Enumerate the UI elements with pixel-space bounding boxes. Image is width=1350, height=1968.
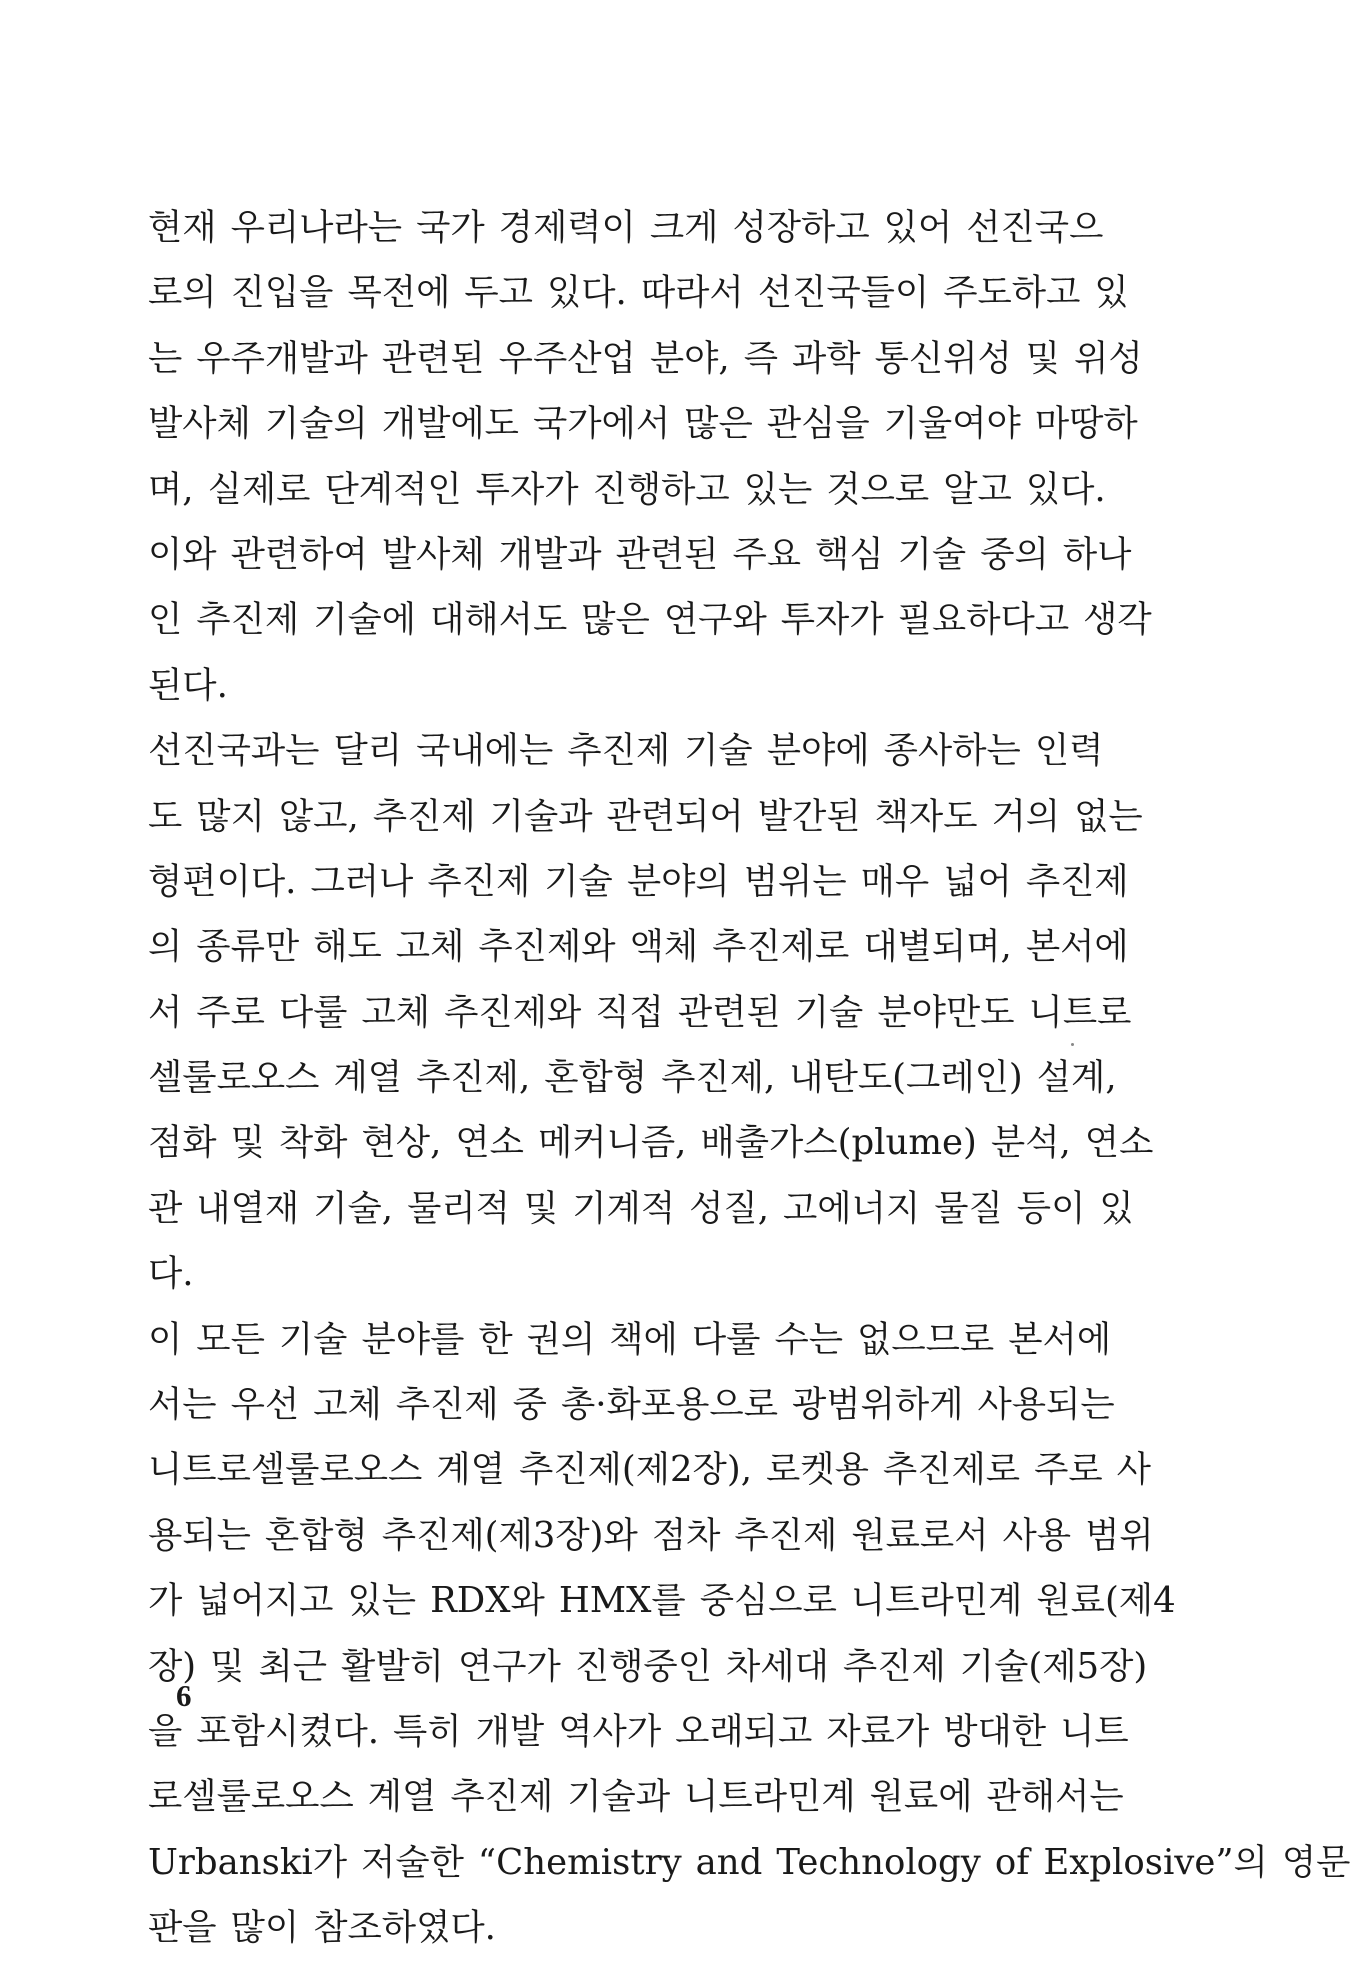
word: 기술(제5장) — [959, 1645, 1148, 1687]
word: 선진국과는 — [148, 730, 320, 772]
word: 다룰 — [278, 991, 348, 1033]
text-line — [148, 529, 1132, 594]
word: 관련된 — [381, 337, 485, 379]
text-line — [148, 1444, 1151, 1509]
word: 많지 — [196, 795, 265, 837]
word: 선진국들이 — [757, 272, 930, 314]
word: 메커니즘, — [537, 1122, 687, 1164]
word: 진행중인 — [574, 1645, 713, 1687]
word: 추진제 — [842, 1645, 946, 1687]
word: 분야만도 — [877, 991, 1015, 1033]
word: 관해서는 — [986, 1776, 1124, 1818]
word: 추진제 — [450, 1776, 554, 1818]
word: 추진제로 — [712, 926, 850, 968]
word: 권의 — [526, 1318, 596, 1360]
word: 경제력이 — [498, 207, 636, 248]
word: “Chemistry — [477, 1841, 682, 1883]
word: 서 — [148, 991, 183, 1033]
text-line — [148, 267, 1129, 332]
word: 추진제(제3장)와 — [381, 1514, 638, 1556]
word: 추진제 — [196, 599, 300, 641]
word: 점차 — [651, 1514, 721, 1556]
word: 추진제 — [427, 860, 531, 902]
word: 중심으로 — [699, 1580, 837, 1622]
word: 니트로 — [1028, 991, 1132, 1033]
word: 개발 — [475, 1710, 545, 1752]
word: 셀룰로오스 — [148, 1057, 320, 1099]
word: 본서에 — [1008, 1318, 1112, 1360]
word: 많은 — [581, 599, 650, 641]
word: 기술과 — [567, 1776, 671, 1818]
word: 혼합형 — [544, 1057, 648, 1099]
word: 광범위하게 — [792, 1384, 964, 1426]
word: 다룰 — [691, 1318, 761, 1360]
word: 기술 — [544, 860, 613, 902]
text-line — [148, 1117, 1154, 1182]
word: 개발에도 — [381, 403, 519, 445]
word: 기울여야 — [883, 403, 1021, 445]
word: 개발과 — [498, 533, 602, 575]
word: 장) — [148, 1645, 197, 1687]
word: 않고, — [278, 795, 359, 837]
word: 원료에 — [869, 1776, 973, 1818]
word: 로의 — [148, 272, 217, 314]
word: 달리 — [333, 730, 403, 772]
word: 니트 — [1060, 1710, 1129, 1752]
word: 우리나라는 — [230, 207, 403, 248]
word: 추진제 — [734, 1514, 838, 1556]
word: 영문 — [1281, 1841, 1350, 1883]
word: 진입을 — [230, 272, 334, 314]
word: 최근 — [258, 1645, 328, 1687]
text-line — [148, 1052, 1117, 1117]
word: 진행하고 — [592, 468, 730, 510]
word: 니트라민계 — [684, 1776, 856, 1818]
word: 로켓용 — [766, 1449, 869, 1491]
word: 우선 — [230, 1384, 300, 1426]
word: 선진국으 — [966, 207, 1104, 248]
word: 책에 — [609, 1318, 678, 1360]
word: 의 — [148, 926, 183, 968]
word: 는 — [148, 337, 183, 379]
word: 단계적인 — [324, 468, 462, 510]
word: 내열재 — [196, 1187, 300, 1229]
word: 추진제(제2장), — [518, 1449, 752, 1491]
word: 없는 — [1074, 795, 1143, 837]
text-line — [148, 921, 1129, 986]
word: 추진제 — [395, 1384, 499, 1426]
word: 관련된 — [615, 533, 719, 575]
word: 활발히 — [341, 1645, 444, 1687]
text-line — [148, 1706, 1129, 1771]
word: 연구와 — [663, 599, 767, 641]
word: 추진제 — [567, 730, 671, 772]
word: 대별되며, — [863, 926, 1012, 968]
word: 가 — [148, 1580, 183, 1622]
word: 물리적 — [407, 1187, 510, 1229]
text-line — [148, 1183, 1134, 1248]
word: 국가 — [416, 207, 485, 248]
word: and — [695, 1841, 763, 1883]
word: 총·화포용으로 — [560, 1384, 779, 1426]
word: 자료가 — [826, 1710, 930, 1752]
word: 두고 — [464, 272, 533, 314]
text-line — [148, 202, 1104, 267]
word: 그러나 — [310, 860, 414, 902]
word: 종류만 — [196, 926, 300, 968]
word: 본서에 — [1025, 926, 1129, 968]
word: 기계적 — [572, 1187, 676, 1229]
word: Technology — [776, 1841, 981, 1883]
word: 사용되는 — [977, 1384, 1115, 1426]
word: 및 — [523, 1187, 559, 1229]
word: 핵심 — [815, 533, 884, 575]
word: 주로 — [196, 991, 265, 1033]
word: 고에너지 — [783, 1187, 921, 1229]
word: 주도하고 — [943, 272, 1081, 314]
word: 특히 — [393, 1710, 462, 1752]
word: 및 — [1025, 337, 1061, 379]
word: 수는 — [774, 1318, 844, 1360]
word: 인력 — [1034, 730, 1104, 772]
word: 추진제 — [1025, 860, 1129, 902]
word: 인 — [148, 599, 183, 641]
word: 기술과 — [489, 795, 593, 837]
word: 사용 — [1002, 1514, 1072, 1556]
word: 성질, — [689, 1187, 770, 1229]
word: 고체 — [395, 926, 465, 968]
word: 넓어 — [943, 860, 1012, 902]
word: 있는 — [347, 1580, 417, 1622]
word: 통신위성 — [874, 337, 1012, 379]
word: 있 — [1094, 272, 1129, 314]
word: 분야를 — [361, 1318, 465, 1360]
word: 고체 — [313, 1384, 382, 1426]
word: 주요 — [732, 533, 802, 575]
word: 설계, — [1036, 1057, 1117, 1099]
text-line — [148, 398, 1138, 463]
word: 직접 — [595, 991, 664, 1033]
word: Urbanski가 — [148, 1841, 348, 1883]
word: 액체 — [629, 926, 699, 968]
word: 매우 — [860, 860, 930, 902]
word: 점화 — [148, 1122, 217, 1164]
word: 넓어지고 — [196, 1580, 334, 1622]
word: 및 — [210, 1645, 245, 1687]
word: 것으로 — [826, 468, 930, 510]
word: 기술 — [278, 1318, 348, 1360]
word: 발사체 — [148, 403, 251, 445]
word: 있다. — [1025, 468, 1106, 510]
text-line — [148, 333, 1143, 398]
word: 분야의 — [626, 860, 730, 902]
word: 투자가 — [780, 599, 884, 641]
word: 로셀룰로오스 — [148, 1776, 354, 1818]
word: 관련하여 — [230, 533, 368, 575]
word: 관심을 — [766, 403, 870, 445]
word: 중의 — [980, 533, 1049, 575]
body-text — [148, 202, 1350, 1968]
word: 마땅하 — [1034, 403, 1138, 445]
text-line — [148, 791, 1143, 856]
text-line — [148, 1510, 1154, 1575]
word: 책자도 — [874, 795, 978, 837]
word: 추진제와 — [444, 991, 582, 1033]
word: 서는 — [148, 1384, 217, 1426]
word: 우주개발과 — [196, 337, 368, 379]
word: 하나 — [1062, 533, 1132, 575]
word: RDX와 — [430, 1580, 545, 1622]
word: 추진제, — [661, 1057, 776, 1099]
text-line — [148, 1379, 1115, 1444]
text-line — [148, 1248, 1053, 1313]
word: 분야, — [649, 337, 730, 379]
word: 혼합형 — [264, 1514, 368, 1556]
word: 참조하였다. — [313, 1907, 496, 1949]
word: 종사하는 — [883, 730, 1021, 772]
word: 계열 — [333, 1057, 403, 1099]
word: 분석, — [990, 1122, 1071, 1164]
word: 도 — [148, 795, 183, 837]
text-line — [148, 1771, 1124, 1836]
word: 크게 — [649, 207, 719, 248]
word: 사 — [1116, 1449, 1151, 1491]
text-line — [148, 1837, 1350, 1902]
word: 없으므로 — [857, 1318, 995, 1360]
word: 발간된 — [757, 795, 861, 837]
word: 기술의 — [264, 403, 368, 445]
text-line — [148, 660, 1053, 725]
text-line — [148, 1641, 1148, 1706]
word: 관련된 — [677, 991, 781, 1033]
word: 연소 — [455, 1122, 524, 1164]
word: 니트로셀룰로오스 — [148, 1449, 423, 1491]
word: 계열 — [436, 1449, 505, 1491]
word: 생각 — [1083, 599, 1152, 641]
word: 범위는 — [743, 860, 847, 902]
word: 기술 — [897, 533, 967, 575]
word: 따라서 — [640, 272, 744, 314]
word: 이 — [148, 1318, 183, 1360]
word: 저술한 — [361, 1841, 464, 1883]
word: 국내에는 — [416, 730, 554, 772]
word: 계열 — [367, 1776, 437, 1818]
word: 기술에 — [313, 599, 417, 641]
word: 있는 — [743, 468, 813, 510]
word: 관 — [148, 1187, 183, 1229]
word: 국가에서 — [532, 403, 671, 445]
word: 있다. — [546, 272, 627, 314]
word: 원료로서 — [851, 1514, 989, 1556]
word: 즉 — [743, 337, 779, 379]
word: 등이 — [1016, 1187, 1086, 1229]
text-line — [148, 464, 1106, 529]
word: 알고 — [943, 468, 1012, 510]
word: 용되는 — [148, 1514, 251, 1556]
word: 을 — [148, 1710, 183, 1752]
word: 한 — [478, 1318, 513, 1360]
word: 중 — [512, 1384, 547, 1426]
page-number: 6 — [176, 1678, 192, 1713]
word: 고체 — [361, 991, 431, 1033]
word: 필요하다고 — [897, 599, 1070, 641]
word: 분야에 — [766, 730, 870, 772]
word: 기술, — [313, 1187, 394, 1229]
word: 기술 — [684, 730, 753, 772]
word: 성장하고 — [732, 207, 870, 248]
word: of — [994, 1841, 1030, 1883]
word: 연소 — [1084, 1122, 1154, 1164]
word: 우주산업 — [498, 337, 636, 379]
word: 모든 — [196, 1318, 265, 1360]
word: 있 — [1099, 1187, 1134, 1229]
word: 판을 — [148, 1907, 217, 1949]
word: 및 — [230, 1122, 265, 1164]
word: 목전에 — [347, 272, 451, 314]
word: 착화 — [278, 1122, 348, 1164]
word: 현상, — [361, 1122, 442, 1164]
word: Explosive”의 — [1043, 1841, 1268, 1883]
word: 역사가 — [558, 1710, 662, 1752]
word: 관련되어 — [606, 795, 744, 837]
scan-speck — [1071, 1043, 1074, 1046]
word: 추진제와 — [478, 926, 616, 968]
text-line — [148, 725, 1104, 790]
word: 범위 — [1085, 1514, 1154, 1556]
word: 물질 — [934, 1187, 1003, 1229]
word: 배출가스(plume) — [700, 1122, 977, 1164]
word: 과학 — [792, 337, 861, 379]
text-line — [148, 594, 1152, 659]
word: 오래되고 — [675, 1710, 813, 1752]
word: 투자가 — [475, 468, 579, 510]
text-line — [148, 856, 1129, 921]
word: 원료(제4 — [1036, 1580, 1176, 1622]
word: HMX를 — [558, 1580, 686, 1622]
word: 거의 — [991, 795, 1061, 837]
word: 포함시켰다. — [196, 1710, 380, 1752]
word: 니트라민계 — [850, 1580, 1023, 1622]
word: 현재 — [148, 207, 217, 248]
word: 추진제 — [372, 795, 476, 837]
word: 형편이다. — [148, 860, 297, 902]
word: 며, — [148, 468, 194, 510]
text-line — [148, 1902, 1053, 1967]
word: 기술 — [794, 991, 864, 1033]
word: 많은 — [684, 403, 753, 445]
word: 연구가 — [457, 1645, 561, 1687]
word: 방대한 — [943, 1710, 1047, 1752]
word: 있어 — [883, 207, 953, 248]
word: 추진제로 — [882, 1449, 1021, 1491]
word: 위성 — [1074, 337, 1143, 379]
word: 많이 — [230, 1907, 300, 1949]
word: 추진제, — [416, 1057, 531, 1099]
word: 실제로 — [207, 468, 311, 510]
word: 대해서도 — [430, 599, 568, 641]
word: 발사체 — [381, 533, 485, 575]
word: 차세대 — [726, 1645, 829, 1687]
word: 해도 — [313, 926, 382, 968]
word: 다. — [148, 1253, 194, 1295]
word: 된다. — [148, 664, 228, 706]
word: 주로 — [1034, 1449, 1103, 1491]
text-line — [148, 1314, 1112, 1379]
word: 이와 — [148, 533, 217, 575]
word: 내탄도(그레인) — [789, 1057, 1023, 1099]
text-line — [148, 987, 1132, 1052]
text-line — [148, 1575, 1176, 1640]
